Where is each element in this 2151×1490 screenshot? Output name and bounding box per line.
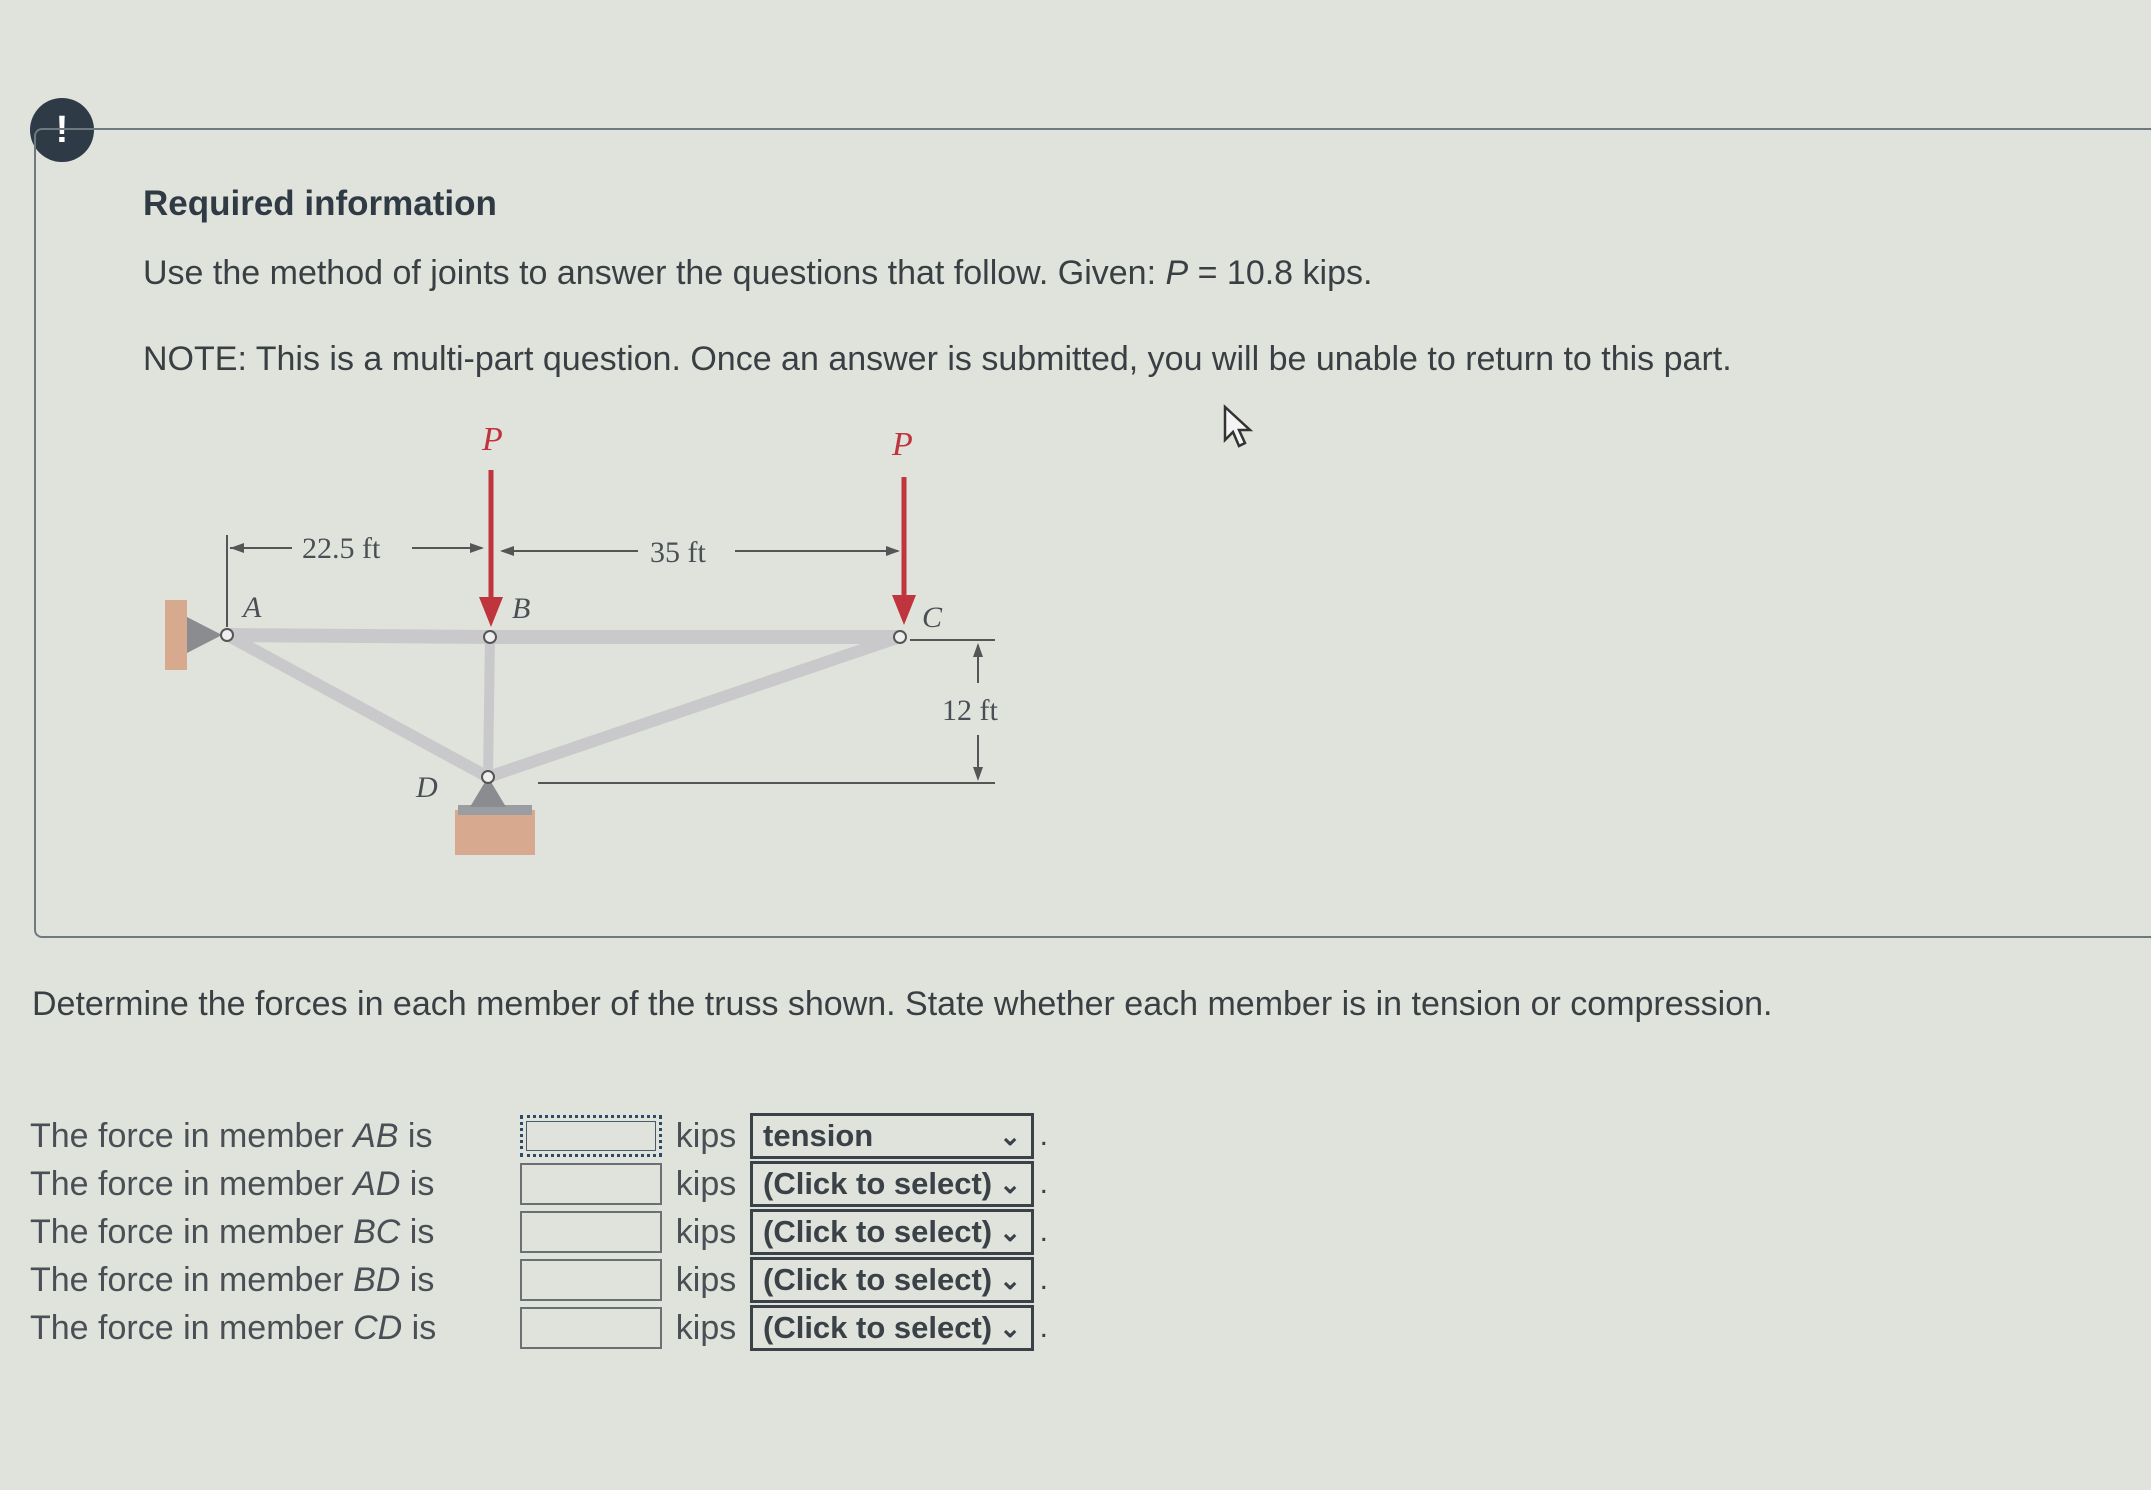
force-input-bd[interactable] <box>520 1259 662 1301</box>
dim-arrow-ab-left <box>230 543 244 553</box>
joint-b <box>484 631 496 643</box>
period: . <box>1039 1215 1048 1248</box>
answer-row-cd <box>30 1306 1048 1350</box>
unit-label: kips <box>675 1164 737 1203</box>
period: . <box>1039 1119 1048 1152</box>
member-name: AB <box>353 1116 399 1155</box>
label-prefix: The force in member <box>30 1308 354 1347</box>
select-value: tension <box>763 1118 874 1153</box>
note-text: NOTE: This is a multi-part question. Once an answer is submitted, you will be unable to return to this part. <box>143 340 1732 378</box>
member-ab <box>227 635 490 637</box>
unit-label: kips <box>675 1308 737 1347</box>
dim-arrow-height-top <box>973 643 983 657</box>
node-label-d: D <box>416 771 438 804</box>
node-label-a: A <box>243 591 262 624</box>
member-name: BD <box>353 1260 401 1299</box>
select-value: (Click to select) <box>763 1214 993 1249</box>
unit-label: kips <box>675 1116 737 1155</box>
label-suffix: is <box>400 1164 435 1203</box>
label-prefix: The force in member <box>30 1212 354 1251</box>
load-label-c: P <box>892 426 913 463</box>
period: . <box>1039 1311 1048 1344</box>
state-select-ab[interactable] <box>750 1113 1034 1159</box>
exclamation-icon: ! <box>55 108 69 151</box>
required-info-heading: Required information <box>143 184 497 223</box>
question-text: Determine the forces in each member of the truss shown. State whether each member is in tension or compression. <box>32 985 1773 1023</box>
row-label <box>30 1213 488 1252</box>
row-label <box>30 1165 488 1204</box>
dim-label-ab: 22.5 ft <box>302 532 381 565</box>
truss-figure <box>150 405 1030 865</box>
answer-row-bc <box>30 1210 1048 1254</box>
load-arrowhead-b <box>479 597 503 627</box>
force-input-cd[interactable] <box>520 1307 662 1349</box>
answer-row-ab <box>30 1114 1048 1158</box>
force-input-ad[interactable] <box>520 1163 662 1205</box>
member-cd <box>488 637 900 777</box>
pin-support-a <box>187 617 222 653</box>
unit-label: kips <box>675 1212 737 1251</box>
label-suffix: is <box>402 1308 437 1347</box>
force-input-ab[interactable] <box>520 1115 662 1157</box>
node-label-c: C <box>922 601 943 634</box>
given-variable: P <box>1165 254 1189 292</box>
chevron-down-icon: ⌄ <box>999 1216 1021 1247</box>
chevron-down-icon: ⌄ <box>999 1168 1021 1199</box>
ground-support <box>455 810 535 855</box>
given-suffix: = 10.8 kips. <box>1188 254 1373 292</box>
given-text <box>143 254 1372 293</box>
label-prefix: The force in member <box>30 1116 354 1155</box>
row-label <box>30 1117 488 1156</box>
select-value: (Click to select) <box>763 1310 993 1345</box>
state-select-bc[interactable] <box>750 1209 1034 1255</box>
joint-d <box>482 771 494 783</box>
select-value: (Click to select) <box>763 1166 993 1201</box>
state-select-ad[interactable] <box>750 1161 1034 1207</box>
chevron-down-icon: ⌄ <box>999 1264 1021 1295</box>
joint-a <box>221 629 233 641</box>
member-name: BC <box>353 1212 401 1251</box>
row-label <box>30 1261 488 1300</box>
label-suffix: is <box>400 1212 435 1251</box>
dim-label-bc: 35 ft <box>650 536 706 569</box>
wall-support <box>165 600 187 670</box>
member-bd <box>488 637 490 777</box>
unit-label: kips <box>675 1260 737 1299</box>
label-suffix: is <box>398 1116 433 1155</box>
dim-arrow-bc-left <box>500 546 514 556</box>
dim-arrow-height-bottom <box>973 767 983 781</box>
dim-arrow-bc-right <box>886 546 900 556</box>
member-ad <box>227 635 488 777</box>
label-prefix: The force in member <box>30 1164 354 1203</box>
state-select-bd[interactable] <box>750 1257 1034 1303</box>
answer-row-ad <box>30 1162 1048 1206</box>
state-select-cd[interactable] <box>750 1305 1034 1351</box>
member-name: CD <box>353 1308 403 1347</box>
member-name: AD <box>353 1164 401 1203</box>
dim-arrow-ab-right <box>470 543 484 553</box>
load-arrowhead-c <box>892 595 916 625</box>
label-prefix: The force in member <box>30 1260 354 1299</box>
given-prefix: Use the method of joints to answer the questions that follow. Given: <box>143 254 1166 292</box>
joint-c <box>894 631 906 643</box>
row-label <box>30 1309 488 1348</box>
answer-row-bd <box>30 1258 1048 1302</box>
node-label-b: B <box>512 592 531 625</box>
mouse-pointer-icon <box>1222 404 1256 450</box>
label-suffix: is <box>400 1260 435 1299</box>
period: . <box>1039 1167 1048 1200</box>
dim-label-height: 12 ft <box>942 694 998 727</box>
chevron-down-icon: ⌄ <box>999 1120 1021 1151</box>
select-value: (Click to select) <box>763 1262 993 1297</box>
period: . <box>1039 1263 1048 1296</box>
force-input-bc[interactable] <box>520 1211 662 1253</box>
chevron-down-icon: ⌄ <box>999 1312 1021 1343</box>
load-label-b: P <box>482 421 503 458</box>
